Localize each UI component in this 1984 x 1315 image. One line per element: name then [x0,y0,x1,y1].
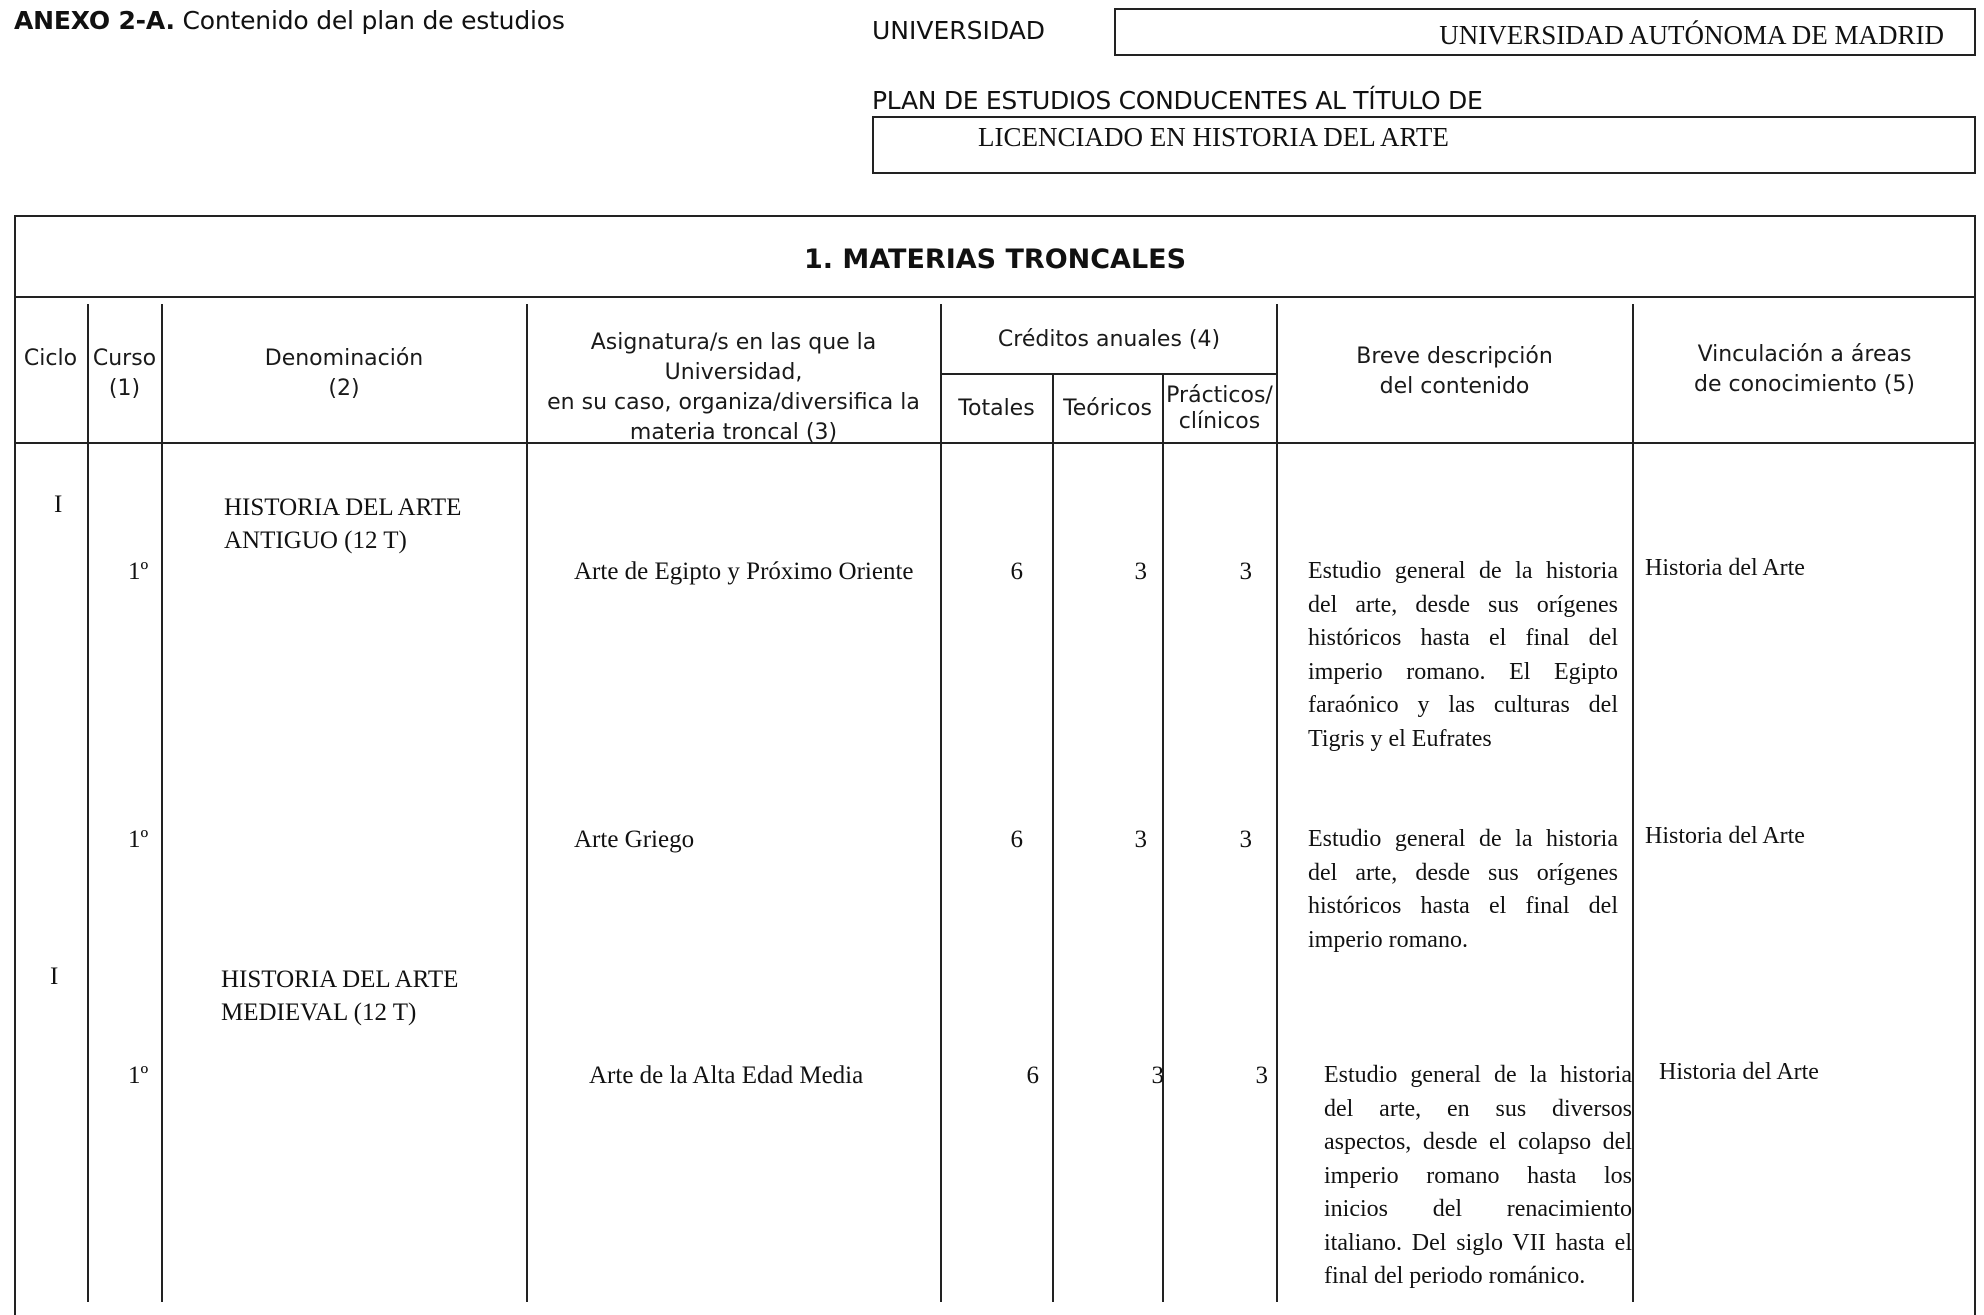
column-divider [940,304,942,1302]
col-header-totales: Totales [958,396,1035,421]
row-descripcion: Estudio general de la historia del arte, en sus diversos aspectos, desde el colapso del imperio romano hasta los inicios del renacimiento italiano. Del siglo VII hasta el final del periodo románico. [1324,1062,1632,1289]
column-divider [1052,373,1054,1302]
col-header-asignatura-line3: materia troncal (3) [629,420,838,445]
col-header-practicos [1163,383,1276,435]
row-descripcion: Estudio general de la historia del arte, desde sus orígenes históricos hasta el final del imperio romano. [1308,826,1618,953]
col-header-practicos-line1: Prácticos/ [1166,383,1273,408]
row-area: Historia del Arte [1645,555,1805,581]
annex-heading [14,6,565,35]
row-totales: 6 [1026,1062,1039,1089]
col-header-practicos-line2: clínicos [1178,409,1261,434]
row-asignatura: Arte de Egipto y Próximo Oriente [574,558,914,585]
group-ciclo: I [50,963,59,990]
col-header-vinculacion-line1: Vinculación a áreas [1697,342,1912,367]
row-descripcion: Estudio general de la historia del arte, desde sus orígenes históricos hasta el final del imperio romano. El Egipto faraónico y las culturas del Tigris y el Eufrates [1308,558,1618,752]
table-rule-header [14,442,1976,444]
col-header-asignatura-line2: en su caso, organiza/diversifica la [547,390,920,415]
col-header-descripcion-line2: del contenido [1379,374,1530,399]
col-header-denominacion [162,344,526,404]
row-teoricos: 3 [1151,1062,1164,1089]
university-label: UNIVERSIDAD [872,16,1046,45]
row-practicos: 3 [1255,1062,1268,1089]
table-rule-credits [941,373,1278,375]
col-header-curso-note: (1) [108,376,141,401]
row-area: Historia del Arte [1659,1059,1819,1085]
col-header-vinculacion [1633,340,1976,400]
col-header-curso-label: Curso [92,346,157,371]
annex-subtitle: Contenido del plan de estudios [182,6,565,35]
col-header-ciclo: Ciclo [23,346,78,371]
col-header-descripcion-line1: Breve descripción [1356,344,1553,369]
university-name: UNIVERSIDAD AUTÓNOMA DE MADRID [1439,20,1944,50]
col-header-curso [88,344,161,404]
group-denominacion [221,963,458,1029]
col-header-descripcion [1277,342,1632,402]
group-denominacion-line2: ANTIGUO (12 T) [224,527,407,554]
col-header-denominacion-label: Denominación [264,346,424,371]
row-curso: 1º [128,826,149,853]
col-header-denominacion-note: (2) [328,376,360,401]
group-denominacion-line1: HISTORIA DEL ARTE [221,966,459,993]
group-ciclo: I [54,491,63,518]
section-title: 1. MATERIAS TRONCALES [803,244,1187,275]
group-denominacion-line1: HISTORIA DEL ARTE [224,494,462,521]
annex-number: ANEXO 2-A. [14,6,175,35]
row-curso: 1º [128,1062,149,1089]
column-divider [1276,304,1278,1302]
col-header-asignatura-line1: Asignatura/s en las que la Universidad, [590,330,877,385]
col-header-teoricos: Teóricos [1063,396,1152,421]
row-totales: 6 [1010,826,1023,853]
column-divider [526,304,528,1302]
column-divider [87,1004,89,1302]
column-divider [87,304,89,1004]
col-header-asignatura [527,328,940,448]
row-asignatura: Arte de la Alta Edad Media [589,1062,864,1089]
group-denominacion [224,491,461,557]
column-divider [161,304,163,1302]
row-asignatura: Arte Griego [574,826,695,853]
row-area: Historia del Arte [1645,823,1805,849]
row-teoricos: 3 [1134,558,1147,585]
plan-label: PLAN DE ESTUDIOS CONDUCENTES AL TÍTULO DE [872,86,1483,115]
degree-title-box [872,116,1976,174]
column-divider [1632,304,1634,1302]
row-practicos: 3 [1239,826,1252,853]
col-header-vinculacion-line2: de conocimiento (5) [1694,372,1915,397]
row-teoricos: 3 [1134,826,1147,853]
column-divider [1162,373,1164,1302]
table-rule-section [14,296,1976,298]
degree-title: LICENCIADO EN HISTORIA DEL ARTE [978,122,1449,152]
university-box [1114,8,1976,56]
row-totales: 6 [1010,558,1023,585]
row-curso: 1º [128,558,149,585]
row-practicos: 3 [1239,558,1252,585]
col-header-creditos: Créditos anuales (4) [997,327,1221,352]
group-denominacion-line2: MEDIEVAL (12 T) [221,999,417,1026]
